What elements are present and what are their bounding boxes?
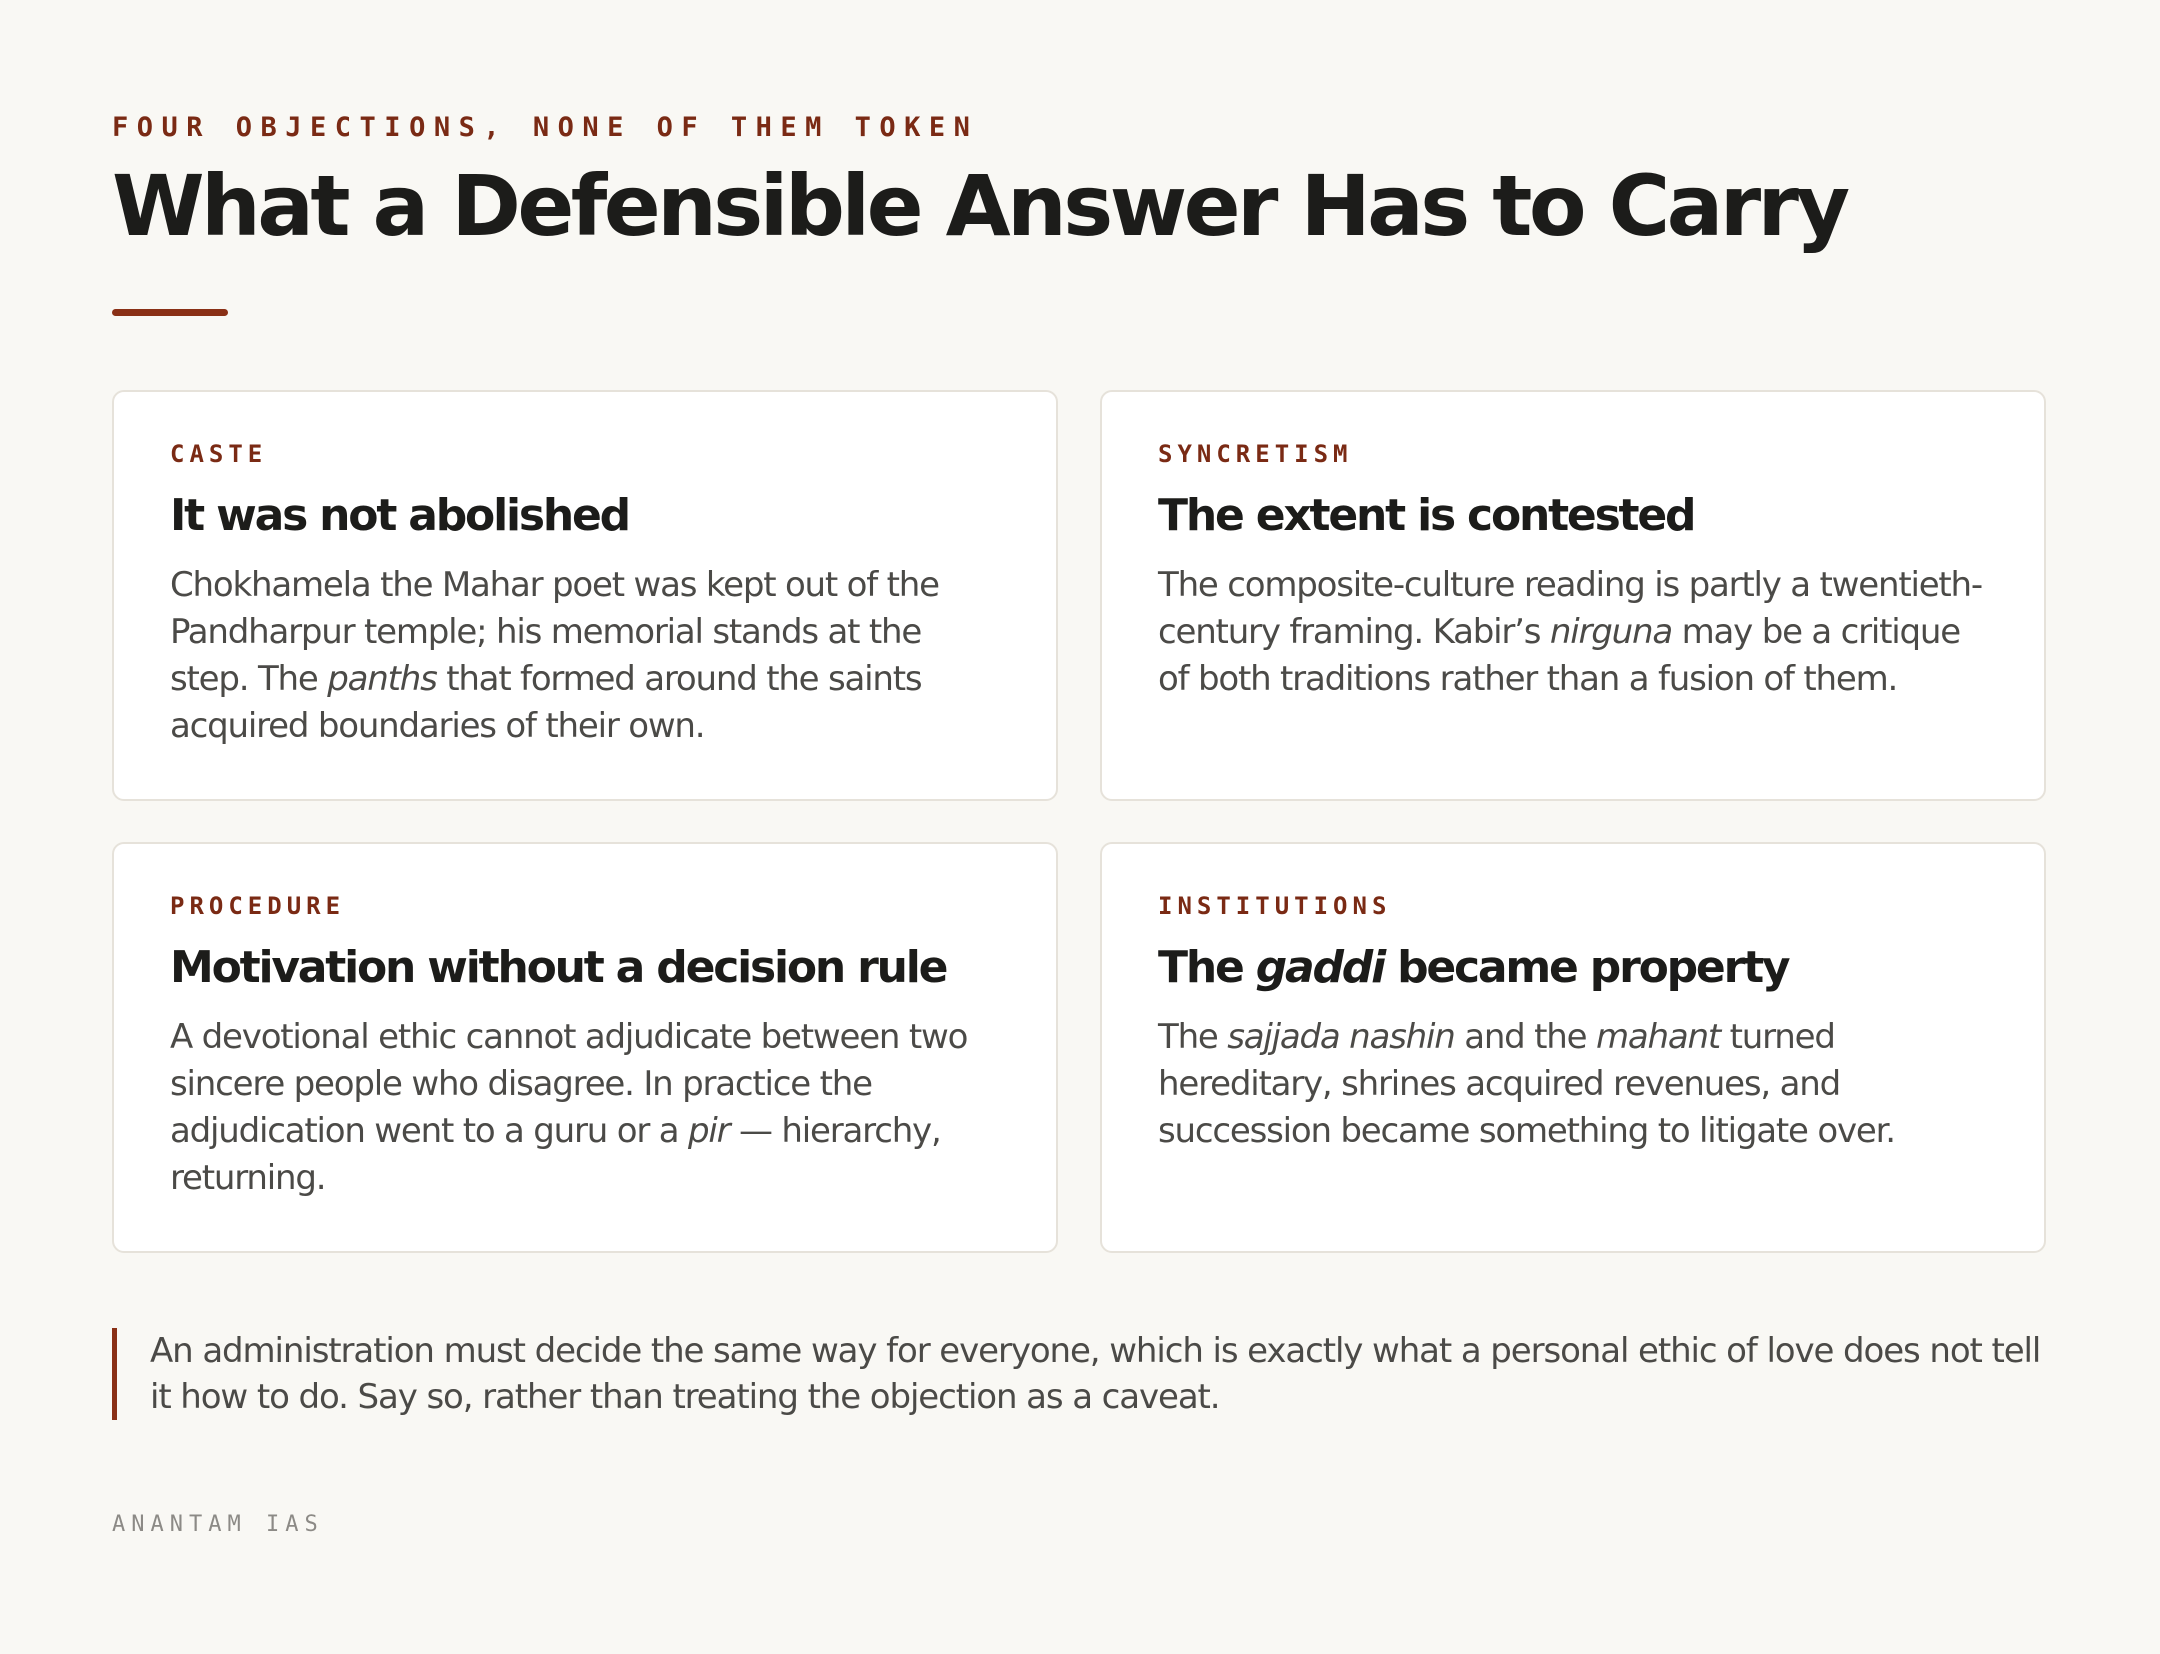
italic-term: pir: [688, 1111, 730, 1152]
objections-grid: [112, 390, 2048, 1253]
card-title: It was not abolished: [170, 490, 629, 541]
objection-card-caste: [112, 390, 1058, 801]
card-body: A devotional ethic cannot adjudicate between two sincere people who disagree. In practice the adjudication went to a guru or a pir — hierarchy, returning.: [170, 1017, 968, 1199]
title-accent-rule: [112, 309, 228, 316]
italic-term: panths: [327, 659, 437, 700]
footer-brand: ANANTAM IAS: [112, 1512, 324, 1537]
italic-term: gaddi: [1255, 942, 1384, 993]
card-category-label: CASTE: [170, 440, 268, 468]
page-title: What a Defensible Answer Has to Carry: [112, 157, 1847, 255]
italic-term: mahant: [1595, 1017, 1721, 1058]
card-body: The composite-culture reading is partly a twentieth-century framing. Kabir’s nirguna may be a critique of both traditions rather than a fusion of them.: [1158, 565, 1982, 700]
eyebrow-label: FOUR OBJECTIONS, NONE OF THEM TOKEN: [112, 112, 979, 143]
card-title: Motivation without a decision rule: [170, 942, 947, 993]
card-body: Chokhamela the Mahar poet was kept out of the Pandharpur temple; his memorial stands at the step. The panths that formed around the saints acquired boundaries of their own.: [170, 565, 939, 747]
card-title: The extent is contested: [1158, 490, 1695, 541]
card-body: The sajjada nashin and the mahant turned hereditary, shrines acquired revenues, and succession became something to litigate over.: [1158, 1017, 1895, 1152]
objection-card-institutions: [1100, 842, 2046, 1253]
italic-term: sajjada nashin: [1227, 1017, 1455, 1058]
objection-card-syncretism: [1100, 390, 2046, 801]
objection-card-procedure: [112, 842, 1058, 1253]
card-category-label: SYNCRETISM: [1158, 440, 1353, 468]
conclusion-callout: An administration must decide the same way for everyone, which is exactly what a personal ethic of love does not tell it how to do. Say so, rather than treating the objection as a caveat.: [112, 1328, 2048, 1420]
italic-term: nirguna: [1549, 612, 1673, 653]
card-category-label: PROCEDURE: [170, 892, 346, 920]
card-title: The gaddi became property: [1158, 942, 1789, 993]
card-category-label: INSTITUTIONS: [1158, 892, 1392, 920]
